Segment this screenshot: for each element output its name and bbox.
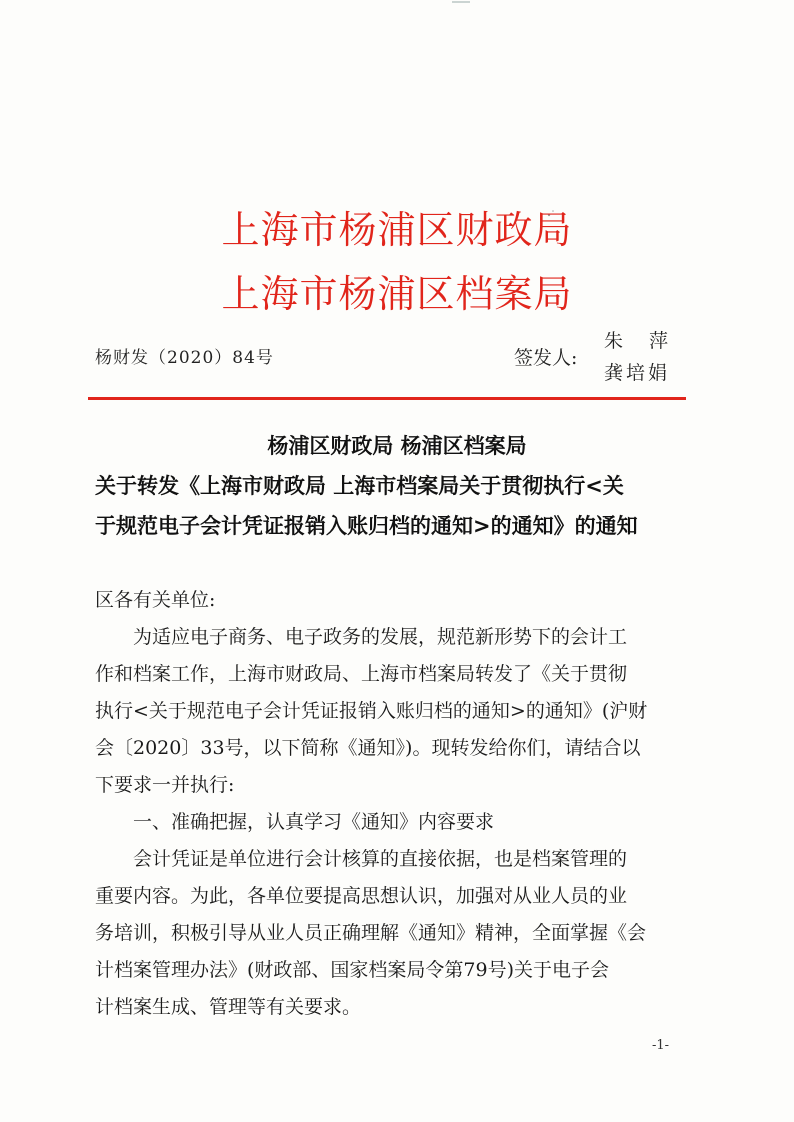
signer-name-1: 朱萍 [604,330,695,352]
document-number: 杨财发（2020）84号 [95,348,274,368]
notice-title-line-3: 于规范电子会计凭证报销入账归档的通知>的通知》的通知 [95,514,638,538]
paragraph-1-line: 为适应电子商务、电子政务的发展，规范新形势下的会计工 [133,626,628,648]
paragraph-2-line: 会计凭证是单位进行会计核算的直接依据，也是档案管理的 [133,848,628,870]
issuer-name-archives-bureau: 上海市杨浦区档案局 [221,272,573,316]
salutation: 区各有关单位: [95,589,216,611]
paragraph-2-line: 重要内容。为此，各单位要提高思想认识，加强对从业人员的业 [95,885,628,907]
paragraph-1-line: 下要求一并执行: [95,774,235,796]
issuer-name-finance-bureau: 上海市杨浦区财政局 [221,208,573,252]
section-heading-1: 一、准确把握，认真学习《通知》内容要求 [133,811,495,833]
paragraph-1-line: 会〔2020〕33号，以下简称《通知》)。现转发给你们，请结合以 [95,737,641,759]
signer-label: 签发人: [514,347,578,369]
paragraph-1-line: 作和档案工作，上海市财政局、上海市档案局转发了《关于贯彻 [95,663,628,685]
paragraph-2-line: 计档案生成、管理等有关要求。 [95,996,362,1018]
notice-title-line-1: 杨浦区财政局 杨浦区档案局 [267,434,527,458]
paragraph-1-line: 执行<关于规范电子会计凭证报销入账归档的通知>的通知》(沪财 [95,700,648,722]
red-header-rule [88,397,686,400]
page-number: -1- [652,1038,670,1053]
notice-title-line-2: 关于转发《上海市财政局 上海市档案局关于贯彻执行<关 [95,474,624,498]
paragraph-2-line: 务培训，积极引导从业人员正确理解《通知》精神，全面掌握《会 [95,922,647,944]
signer-name-2: 龚培娟 [604,362,671,384]
paragraph-2-line: 计档案管理办法》(财政部、国家档案局令第79号)关于电子会 [95,959,610,981]
